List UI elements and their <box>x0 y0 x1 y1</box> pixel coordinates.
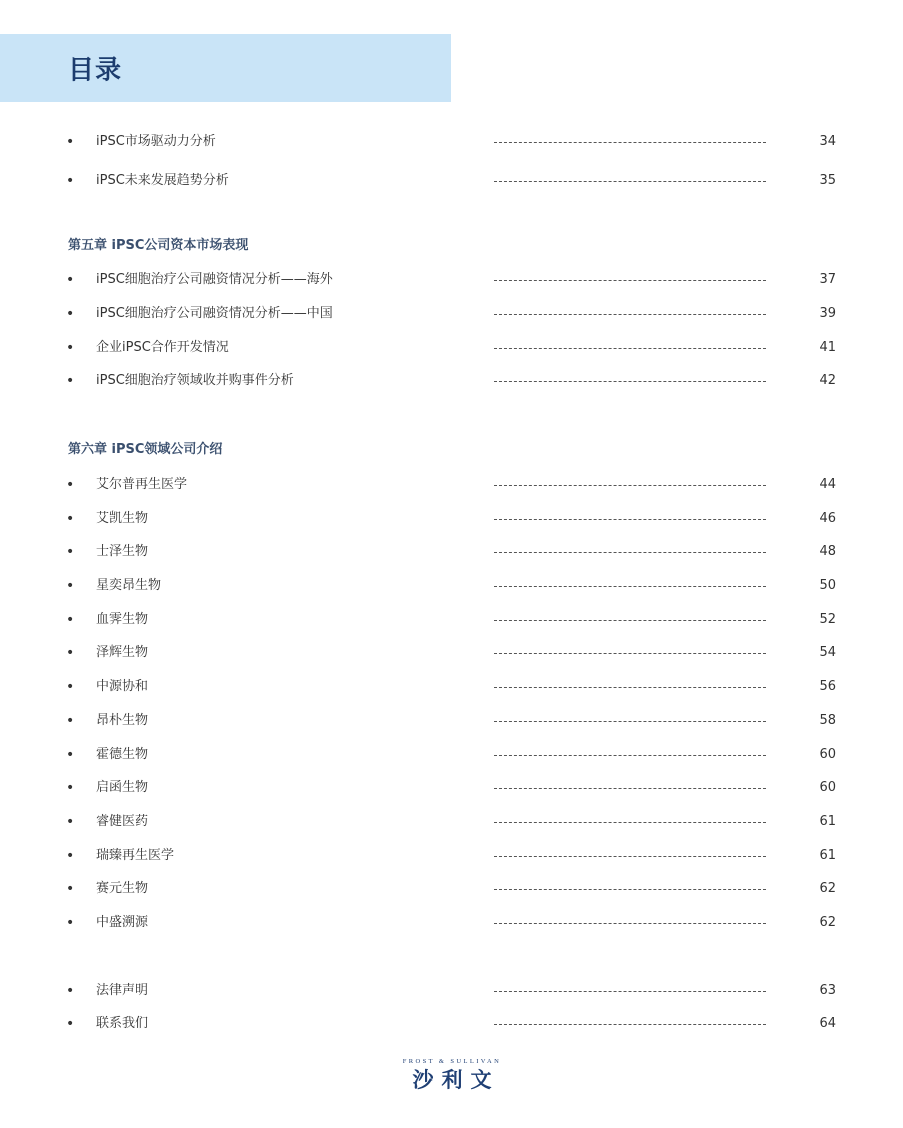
toc-entry-label: 星奕昂生物 <box>96 578 162 593</box>
bullet: • <box>66 983 75 999</box>
toc-entry-label: iPSC细胞治疗公司融资情况分析——海外 <box>96 272 333 287</box>
chapter-heading[interactable]: 第六章 iPSC领域公司介绍 <box>68 442 223 457</box>
bullet: • <box>66 881 75 897</box>
dotted-leader <box>494 348 766 349</box>
dotted-leader <box>494 142 766 143</box>
toc-entry[interactable] <box>0 980 903 1002</box>
dotted-leader <box>494 822 766 823</box>
toc-entry[interactable] <box>0 508 903 530</box>
logo-english-text: FROST & SULLIVAN <box>402 1058 502 1065</box>
bullet: • <box>66 306 75 322</box>
toc-entry-label: iPSC市场驱动力分析 <box>96 134 216 149</box>
toc-entry[interactable] <box>0 303 903 325</box>
toc-entry[interactable] <box>0 370 903 392</box>
toc-page-number: 42 <box>819 373 836 388</box>
toc-page-number: 44 <box>819 477 836 492</box>
toc-entry[interactable] <box>0 878 903 900</box>
toc-entry-label: 法律声明 <box>96 983 149 998</box>
dotted-leader <box>494 552 766 553</box>
toc-page-number: 34 <box>819 134 836 149</box>
toc-page-number: 58 <box>819 713 836 728</box>
bullet: • <box>66 511 75 527</box>
toc-entry[interactable] <box>0 170 903 192</box>
toc-page-number: 61 <box>819 848 836 863</box>
toc-entry[interactable] <box>0 912 903 934</box>
dotted-leader <box>494 889 766 890</box>
toc-entry[interactable] <box>0 642 903 664</box>
toc-entry[interactable] <box>0 541 903 563</box>
toc-entry-label: 瑞臻再生医学 <box>96 848 175 863</box>
dotted-leader <box>494 721 766 722</box>
toc-page-number: 46 <box>819 511 836 526</box>
toc-page-number: 56 <box>819 679 836 694</box>
title-band <box>0 34 451 102</box>
toc-page-number: 64 <box>819 1016 836 1031</box>
dotted-leader <box>494 923 766 924</box>
dotted-leader <box>494 519 766 520</box>
toc-page-number: 48 <box>819 544 836 559</box>
dotted-leader <box>494 381 766 382</box>
dotted-leader <box>494 586 766 587</box>
toc-entry-label: 昂朴生物 <box>96 713 149 728</box>
toc-entry-label: 中源协和 <box>96 679 149 694</box>
toc-entry-label: iPSC未来发展趋势分析 <box>96 173 229 188</box>
bullet: • <box>66 272 75 288</box>
toc-entry-label: 艾凯生物 <box>96 511 149 526</box>
toc-page-number: 50 <box>819 578 836 593</box>
toc-page-number: 62 <box>819 915 836 930</box>
bullet: • <box>66 612 75 628</box>
toc-entry[interactable] <box>0 609 903 631</box>
toc-entry-label: 泽辉生物 <box>96 645 149 660</box>
toc-page-number: 37 <box>819 272 836 287</box>
dotted-leader <box>494 653 766 654</box>
toc-entry-label: 士泽生物 <box>96 544 149 559</box>
toc-entry[interactable] <box>0 811 903 833</box>
toc-entry-label: 血霁生物 <box>96 612 149 627</box>
toc-page-number: 41 <box>819 340 836 355</box>
bullet: • <box>66 340 75 356</box>
toc-entry[interactable] <box>0 710 903 732</box>
bullet: • <box>66 645 75 661</box>
toc-entry[interactable] <box>0 744 903 766</box>
bullet: • <box>66 477 75 493</box>
toc-page-number: 61 <box>819 814 836 829</box>
toc-entry-label: 企业iPSC合作开发情况 <box>96 340 229 355</box>
bullet: • <box>66 915 75 931</box>
toc-page-number: 60 <box>819 747 836 762</box>
dotted-leader <box>494 687 766 688</box>
toc-entry-label: 艾尔普再生医学 <box>96 477 188 492</box>
toc-entry[interactable] <box>0 676 903 698</box>
page-title: 目录 <box>68 55 123 86</box>
toc-entry-label: 赛元生物 <box>96 881 149 896</box>
bullet: • <box>66 544 75 560</box>
toc-entry-label: 启函生物 <box>96 780 149 795</box>
frost-sullivan-logo <box>390 1058 514 1098</box>
toc-entry-label: iPSC细胞治疗公司融资情况分析——中国 <box>96 306 333 321</box>
dotted-leader <box>494 314 766 315</box>
dotted-leader <box>494 620 766 621</box>
toc-entry[interactable] <box>0 845 903 867</box>
toc-entry[interactable] <box>0 1013 903 1035</box>
dotted-leader <box>494 485 766 486</box>
toc-page-number: 63 <box>819 983 836 998</box>
bullet: • <box>66 578 75 594</box>
dotted-leader <box>494 856 766 857</box>
bullet: • <box>66 747 75 763</box>
toc-entry-label: 中盛溯源 <box>96 915 149 930</box>
toc-entry[interactable] <box>0 474 903 496</box>
toc-page-number: 39 <box>819 306 836 321</box>
bullet: • <box>66 848 75 864</box>
toc-entry-label: iPSC细胞治疗领域收并购事件分析 <box>96 373 294 388</box>
dotted-leader <box>494 1024 766 1025</box>
logo-chinese-text: 沙利文 <box>412 1068 500 1092</box>
toc-page-number: 35 <box>819 173 836 188</box>
bullet: • <box>66 713 75 729</box>
bullet: • <box>66 814 75 830</box>
chapter-heading[interactable]: 第五章 iPSC公司资本市场表现 <box>68 238 249 253</box>
bullet: • <box>66 780 75 796</box>
bullet: • <box>66 679 75 695</box>
bullet: • <box>66 373 75 389</box>
toc-entry[interactable] <box>0 269 903 291</box>
toc-page-number: 54 <box>819 645 836 660</box>
toc-entry-label: 霍德生物 <box>96 747 149 762</box>
toc-page-number: 60 <box>819 780 836 795</box>
dotted-leader <box>494 991 766 992</box>
bullet: • <box>66 173 75 189</box>
toc-entry[interactable] <box>0 575 903 597</box>
bullet: • <box>66 134 75 150</box>
dotted-leader <box>494 788 766 789</box>
dotted-leader <box>494 755 766 756</box>
toc-entry[interactable] <box>0 131 903 153</box>
toc-entry-label: 联系我们 <box>96 1016 149 1031</box>
toc-page-number: 62 <box>819 881 836 896</box>
toc-entry-label: 睿健医药 <box>96 814 149 829</box>
toc-page-number: 52 <box>819 612 836 627</box>
toc-entry[interactable] <box>0 337 903 359</box>
bullet: • <box>66 1016 75 1032</box>
dotted-leader <box>494 280 766 281</box>
toc-entry[interactable] <box>0 777 903 799</box>
dotted-leader <box>494 181 766 182</box>
